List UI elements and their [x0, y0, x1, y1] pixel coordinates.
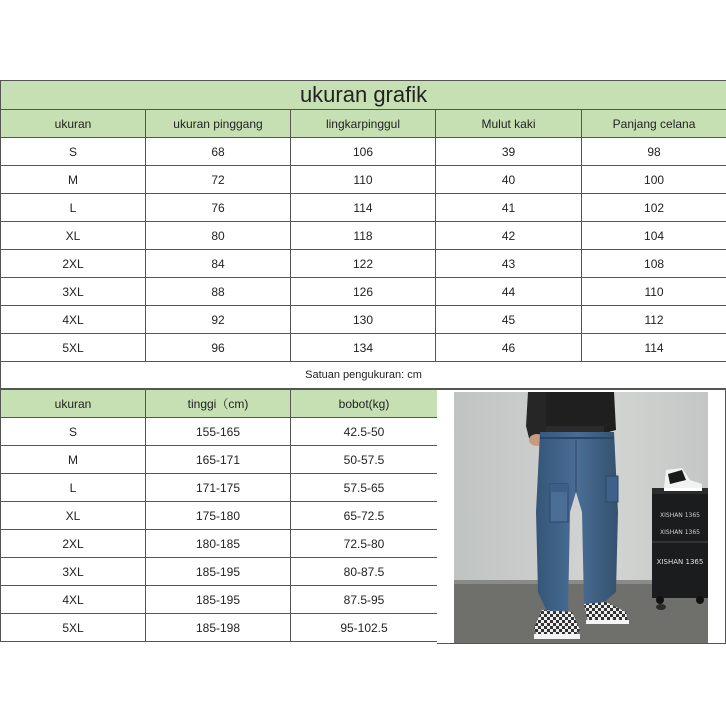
height-weight-row [1, 474, 438, 502]
height-weight-cell: 5XL [1, 614, 146, 642]
height-weight-cell: 180-185 [146, 530, 291, 558]
size-table-cell: 88 [146, 278, 291, 306]
height-weight-cell: 80-87.5 [291, 558, 438, 586]
size-table-cell: 43 [436, 250, 582, 278]
size-table-cell: 2XL [1, 250, 146, 278]
size-table-row [1, 278, 726, 306]
height-weight-row [1, 530, 438, 558]
size-table-cell: 68 [146, 138, 291, 166]
size-table-header-1: ukuran pinggang [146, 110, 291, 138]
height-weight-cell: L [1, 474, 146, 502]
height-weight-table [0, 389, 438, 642]
height-weight-cell: 50-57.5 [291, 446, 438, 474]
storage-box [652, 488, 708, 604]
size-table-cell: 76 [146, 194, 291, 222]
size-table-body [1, 138, 726, 362]
height-weight-cell: S [1, 418, 146, 446]
size-table-cell: 45 [436, 306, 582, 334]
height-weight-cell: 155-165 [146, 418, 291, 446]
size-table-cell: 118 [291, 222, 436, 250]
size-table-cell: 44 [436, 278, 582, 306]
height-weight-cell: 185-195 [146, 586, 291, 614]
size-table-cell: 92 [146, 306, 291, 334]
size-table-cell: 46 [436, 334, 582, 362]
height-weight-header-1: tinggi（cm) [146, 390, 291, 418]
height-weight-cell: 3XL [1, 558, 146, 586]
size-table-cell: 40 [436, 166, 582, 194]
size-table-row [1, 250, 726, 278]
height-weight-cell: 165-171 [146, 446, 291, 474]
height-weight-cell: XL [1, 502, 146, 530]
height-weight-cell: 171-175 [146, 474, 291, 502]
size-table-cell: 3XL [1, 278, 146, 306]
height-weight-row [1, 446, 438, 474]
size-chart [0, 80, 726, 647]
size-table-cell: 72 [146, 166, 291, 194]
size-table-row [1, 194, 726, 222]
size-table-row [1, 334, 726, 362]
size-table-cell: 5XL [1, 334, 146, 362]
height-weight-row [1, 614, 438, 642]
size-table-cell: 80 [146, 222, 291, 250]
size-table-cell: S [1, 138, 146, 166]
size-table-cell: 98 [582, 138, 726, 166]
size-table-cell: XL [1, 222, 146, 250]
height-weight-cell: M [1, 446, 146, 474]
height-weight-cell: 185-198 [146, 614, 291, 642]
size-table-cell: 42 [436, 222, 582, 250]
size-table-row [1, 138, 726, 166]
product-photo-frame [437, 389, 726, 644]
height-weight-cell: 95-102.5 [291, 614, 438, 642]
size-table-cell: 112 [582, 306, 726, 334]
height-weight-cell: 185-195 [146, 558, 291, 586]
size-table-cell: 126 [291, 278, 436, 306]
chart-title: ukuran grafik [1, 81, 726, 110]
model-wearing-jeans-illustration [454, 392, 708, 643]
height-weight-cell: 4XL [1, 586, 146, 614]
svg-text:XISHAN 1365: XISHAN 1365 [660, 529, 700, 536]
size-table-row [1, 306, 726, 334]
svg-text:XISHAN 1365: XISHAN 1365 [656, 558, 704, 566]
height-weight-row [1, 558, 438, 586]
height-weight-cell: 72.5-80 [291, 530, 438, 558]
size-table-cell: 39 [436, 138, 582, 166]
size-table-cell: 41 [436, 194, 582, 222]
height-weight-row [1, 502, 438, 530]
size-table-cell: 122 [291, 250, 436, 278]
height-weight-header-0: ukuran [1, 390, 146, 418]
size-table-cell: L [1, 194, 146, 222]
bottom-section [0, 389, 726, 647]
size-table-header-0: ukuran [1, 110, 146, 138]
size-table-cell: 110 [582, 278, 726, 306]
size-table-cell: 110 [291, 166, 436, 194]
svg-text:XISHAN 1365: XISHAN 1365 [660, 512, 700, 519]
size-table-header [1, 110, 726, 138]
size-table-row [1, 166, 726, 194]
height-weight-cell: 42.5-50 [291, 418, 438, 446]
size-table-header-4: Panjang celana [582, 110, 726, 138]
size-table-cell: 96 [146, 334, 291, 362]
size-table-cell: 114 [291, 194, 436, 222]
height-weight-row [1, 586, 438, 614]
height-weight-cell: 57.5-65 [291, 474, 438, 502]
size-table-cell: 102 [582, 194, 726, 222]
product-photo [454, 392, 708, 643]
size-table-cell: 4XL [1, 306, 146, 334]
size-table-cell: 114 [582, 334, 726, 362]
size-table [0, 80, 726, 389]
height-weight-body [1, 418, 438, 642]
size-table-cell: 106 [291, 138, 436, 166]
size-table-header-3: Mulut kaki [436, 110, 582, 138]
size-table-cell: 130 [291, 306, 436, 334]
size-table-cell: M [1, 166, 146, 194]
size-table-header-2: lingkarpinggul [291, 110, 436, 138]
height-weight-row [1, 418, 438, 446]
size-table-cell: 84 [146, 250, 291, 278]
size-table-cell: 104 [582, 222, 726, 250]
height-weight-header [1, 390, 438, 418]
height-weight-cell: 87.5-95 [291, 586, 438, 614]
size-table-cell: 108 [582, 250, 726, 278]
height-weight-header-2: bobot(kg) [291, 390, 438, 418]
height-weight-cell: 175-180 [146, 502, 291, 530]
height-weight-cell: 65-72.5 [291, 502, 438, 530]
units-note: Satuan pengukuran: cm [1, 362, 726, 389]
size-table-cell: 100 [582, 166, 726, 194]
size-table-row [1, 222, 726, 250]
height-weight-cell: 2XL [1, 530, 146, 558]
size-table-cell: 134 [291, 334, 436, 362]
